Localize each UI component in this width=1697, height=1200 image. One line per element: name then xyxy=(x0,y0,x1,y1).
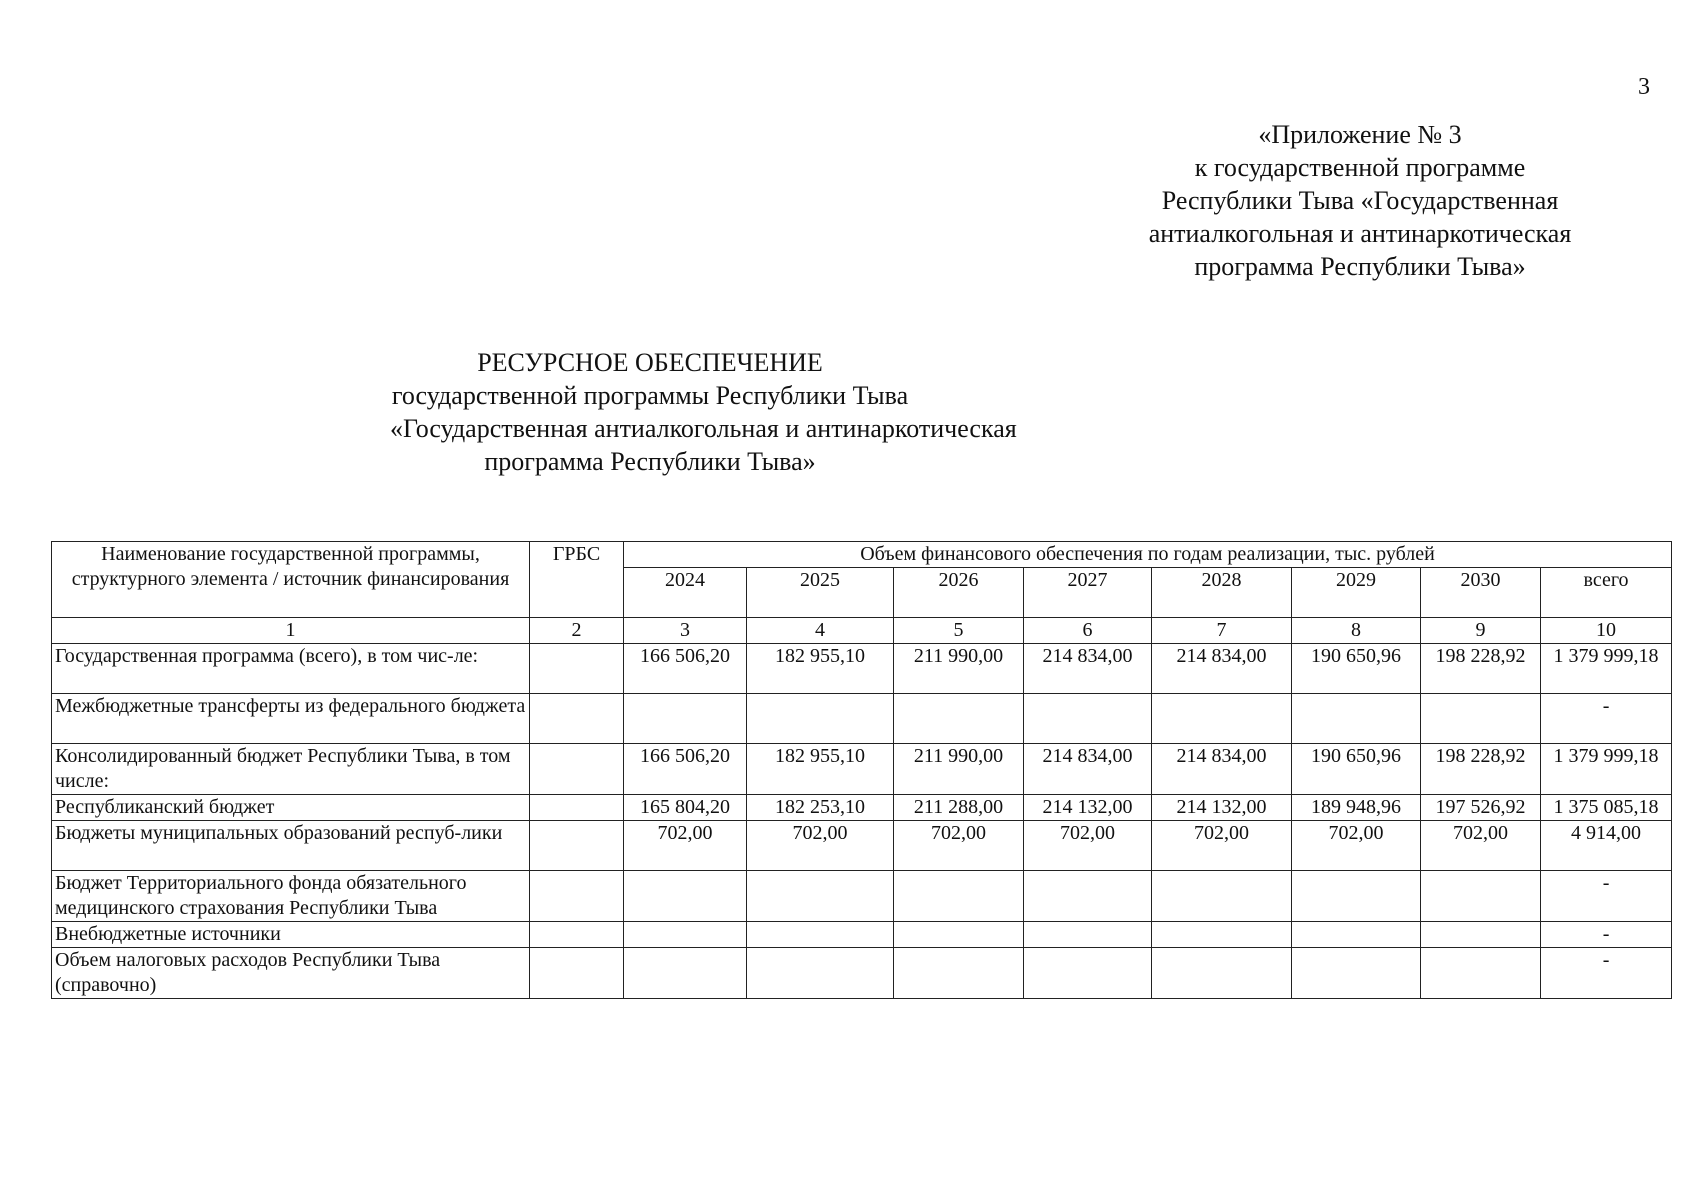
row-value-cell: 211 990,00 xyxy=(894,644,1024,694)
row-value-cell xyxy=(1292,948,1421,999)
row-value-cell xyxy=(747,871,894,922)
row-value-cell xyxy=(747,948,894,999)
table-body xyxy=(52,644,1672,999)
row-value-cell xyxy=(747,694,894,744)
header-year: 2025 xyxy=(747,568,894,618)
table-row xyxy=(52,871,1672,922)
appendix-line: программа Республики Тыва» xyxy=(1194,252,1526,281)
row-value-cell xyxy=(1421,871,1541,922)
row-grbs-cell xyxy=(530,922,624,948)
row-value-cell xyxy=(1292,922,1421,948)
row-name-cell: Государственная программа (всего), в том чис-ле: xyxy=(52,644,530,694)
header-year: 2024 xyxy=(624,568,747,618)
row-total-cell: 1 375 085,18 xyxy=(1541,795,1672,821)
row-value-cell xyxy=(1024,871,1152,922)
row-grbs-cell xyxy=(530,795,624,821)
header-name-column: Наименование государственной программы, структурного элемента / источник финансирования xyxy=(52,542,530,618)
row-value-cell: 702,00 xyxy=(1421,821,1541,871)
table-row xyxy=(52,821,1672,871)
header-year: 2027 xyxy=(1024,568,1152,618)
row-value-cell xyxy=(894,948,1024,999)
row-value-cell xyxy=(624,922,747,948)
row-value-cell: 702,00 xyxy=(1152,821,1292,871)
row-value-cell xyxy=(1152,922,1292,948)
appendix-header xyxy=(1110,118,1610,283)
row-name-cell: Межбюджетные трансферты из федерального бюджета xyxy=(52,694,530,744)
row-total-cell: 1 379 999,18 xyxy=(1541,744,1672,795)
row-value-cell: 702,00 xyxy=(624,821,747,871)
row-grbs-cell xyxy=(530,744,624,795)
document-title xyxy=(390,346,1017,478)
title-line: программа Республики Тыва» xyxy=(484,447,816,476)
row-value-cell xyxy=(1292,694,1421,744)
column-number: 2 xyxy=(530,618,624,644)
row-value-cell xyxy=(1292,871,1421,922)
column-number: 1 xyxy=(52,618,530,644)
page-number: 3 xyxy=(1638,74,1650,100)
row-value-cell: 702,00 xyxy=(747,821,894,871)
appendix-line: Республики Тыва «Государственная xyxy=(1161,186,1559,215)
row-value-cell: 702,00 xyxy=(1292,821,1421,871)
row-value-cell: 198 228,92 xyxy=(1421,644,1541,694)
row-name-cell: Внебюджетные источники xyxy=(52,922,530,948)
row-value-cell xyxy=(747,922,894,948)
row-total-cell: 1 379 999,18 xyxy=(1541,644,1672,694)
row-value-cell xyxy=(624,871,747,922)
row-value-cell: 214 834,00 xyxy=(1024,644,1152,694)
row-value-cell xyxy=(894,694,1024,744)
table-row xyxy=(52,644,1672,694)
row-value-cell: 702,00 xyxy=(894,821,1024,871)
table-row xyxy=(52,694,1672,744)
row-grbs-cell xyxy=(530,821,624,871)
row-name-cell: Республиканский бюджет xyxy=(52,795,530,821)
row-total-cell: - xyxy=(1541,922,1672,948)
column-number: 6 xyxy=(1024,618,1152,644)
header-year: 2028 xyxy=(1152,568,1292,618)
row-value-cell xyxy=(1024,922,1152,948)
column-number: 10 xyxy=(1541,618,1672,644)
row-value-cell: 182 955,10 xyxy=(747,744,894,795)
column-number: 5 xyxy=(894,618,1024,644)
column-number: 8 xyxy=(1292,618,1421,644)
row-grbs-cell xyxy=(530,694,624,744)
column-number-row xyxy=(52,618,1672,644)
row-value-cell: 189 948,96 xyxy=(1292,795,1421,821)
row-value-cell: 214 834,00 xyxy=(1152,744,1292,795)
row-total-cell: 4 914,00 xyxy=(1541,821,1672,871)
row-value-cell xyxy=(1421,948,1541,999)
row-value-cell xyxy=(894,922,1024,948)
header-total: всего xyxy=(1541,568,1672,618)
row-value-cell: 190 650,96 xyxy=(1292,744,1421,795)
row-value-cell: 214 834,00 xyxy=(1152,644,1292,694)
column-number: 9 xyxy=(1421,618,1541,644)
row-value-cell: 166 506,20 xyxy=(624,744,747,795)
row-value-cell: 214 834,00 xyxy=(1024,744,1152,795)
title-line: РЕСУРСНОЕ ОБЕСПЕЧЕНИЕ xyxy=(477,348,823,377)
row-name-cell: Консолидированный бюджет Республики Тыва, в том числе: xyxy=(52,744,530,795)
row-total-cell: - xyxy=(1541,694,1672,744)
row-value-cell: 182 955,10 xyxy=(747,644,894,694)
row-value-cell: 165 804,20 xyxy=(624,795,747,821)
row-name-cell: Бюджеты муниципальных образований респуб-лики xyxy=(52,821,530,871)
appendix-line: к государственной программе xyxy=(1194,153,1526,182)
appendix-line: антиалкогольная и антинаркотическая xyxy=(1148,219,1572,248)
row-value-cell: 182 253,10 xyxy=(747,795,894,821)
row-grbs-cell xyxy=(530,644,624,694)
table-row xyxy=(52,948,1672,999)
row-value-cell xyxy=(894,871,1024,922)
row-value-cell: 211 990,00 xyxy=(894,744,1024,795)
row-name-cell: Объем налоговых расходов Республики Тыва (справочно) xyxy=(52,948,530,999)
row-value-cell: 190 650,96 xyxy=(1292,644,1421,694)
header-year: 2030 xyxy=(1421,568,1541,618)
row-value-cell xyxy=(1421,922,1541,948)
appendix-line: «Приложение № 3 xyxy=(1258,120,1462,149)
row-total-cell: - xyxy=(1541,948,1672,999)
header-year: 2029 xyxy=(1292,568,1421,618)
row-total-cell: - xyxy=(1541,871,1672,922)
table-row xyxy=(52,795,1672,821)
row-value-cell: 214 132,00 xyxy=(1152,795,1292,821)
title-line: государственной программы Республики Тыва xyxy=(391,381,909,410)
row-value-cell xyxy=(624,694,747,744)
header-volume-group: Объем финансового обеспечения по годам реализации, тыс. рублей xyxy=(624,542,1672,568)
row-value-cell: 197 526,92 xyxy=(1421,795,1541,821)
row-value-cell: 198 228,92 xyxy=(1421,744,1541,795)
column-number: 3 xyxy=(624,618,747,644)
row-value-cell xyxy=(1024,694,1152,744)
row-value-cell xyxy=(1152,948,1292,999)
table-row xyxy=(52,744,1672,795)
resource-table xyxy=(51,541,1672,999)
title-line: «Государственная антиалкогольная и антинаркотическая xyxy=(390,414,1017,443)
row-value-cell: 214 132,00 xyxy=(1024,795,1152,821)
row-value-cell xyxy=(1421,694,1541,744)
row-value-cell: 702,00 xyxy=(1024,821,1152,871)
row-name-cell: Бюджет Территориального фонда обязательного медицинского страхования Республики Тыва xyxy=(52,871,530,922)
row-value-cell xyxy=(624,948,747,999)
header-grbs-column: ГРБС xyxy=(530,542,624,618)
header-year: 2026 xyxy=(894,568,1024,618)
row-value-cell: 166 506,20 xyxy=(624,644,747,694)
row-value-cell xyxy=(1152,871,1292,922)
row-grbs-cell xyxy=(530,948,624,999)
row-grbs-cell xyxy=(530,871,624,922)
column-number: 4 xyxy=(747,618,894,644)
column-number: 7 xyxy=(1152,618,1292,644)
table-row xyxy=(52,922,1672,948)
row-value-cell xyxy=(1024,948,1152,999)
row-value-cell: 211 288,00 xyxy=(894,795,1024,821)
row-value-cell xyxy=(1152,694,1292,744)
